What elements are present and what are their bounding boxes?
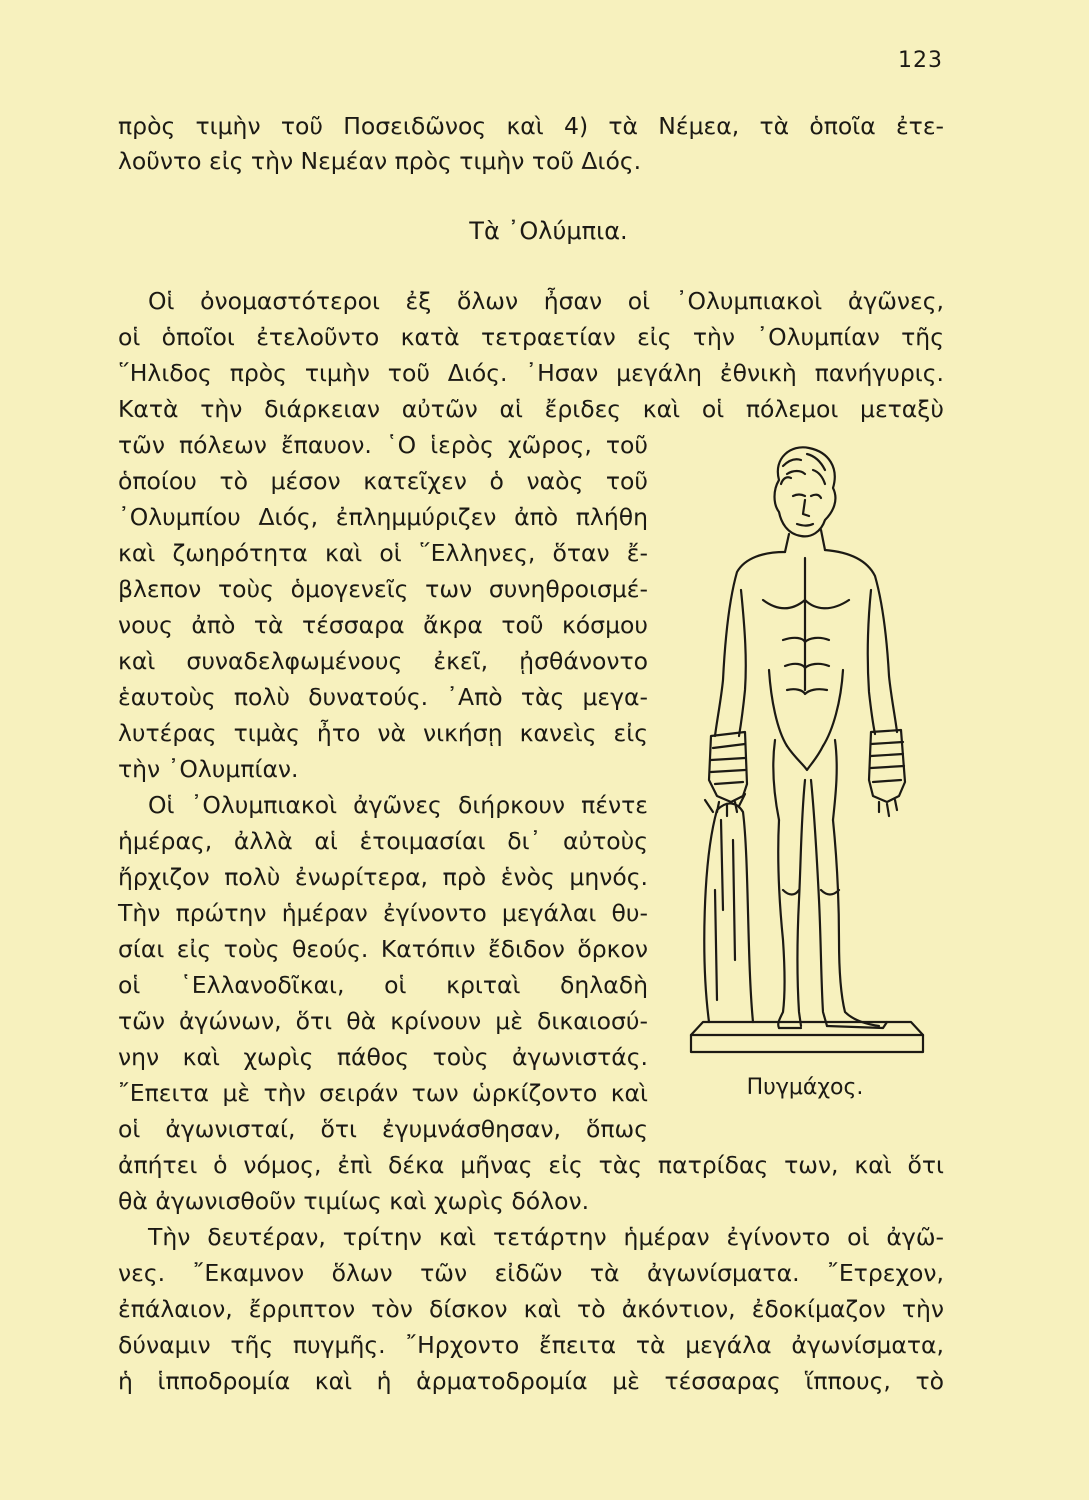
text-line: νες. ῎Εκαμνον ὅλων τῶν εἰδῶν τὰ ἀγωνίσματα. ῎Ετρεχον, bbox=[118, 1259, 944, 1287]
text-line: ἤρχιζον πολὺ ἐνωρίτερα, πρὸ ἑνὸς μηνός. bbox=[118, 863, 648, 891]
text-line: βλεπον τοὺς ὁμογενεῖς των συνηθροισμέ- bbox=[118, 575, 648, 603]
text-line: Οἱ ὀνομαστότεροι ἐξ ὅλων ἦσαν οἱ ᾿Ολυμπιακοὶ ἀγῶνες, bbox=[148, 287, 944, 315]
figure-caption: Πυγμάχος. bbox=[746, 1075, 864, 1100]
text-line: πρὸς τιμὴν τοῦ Ποσειδῶνος καὶ 4) τὰ Νέμεα, τὰ ὁποῖα ἐτε- bbox=[118, 112, 944, 140]
text-line: νην καὶ χωρὶς πάθος τοὺς ἀγωνιστάς. bbox=[118, 1043, 648, 1071]
text-line: ᾿Ολυμπίου Διός, ἐπλημμύριζεν ἀπὸ πλήθη bbox=[118, 503, 648, 531]
text-line: ἡ ἱπποδρομία καὶ ἡ ἁρματοδρομία μὲ τέσσαρας ἵππους, τὸ bbox=[118, 1367, 944, 1395]
text-line: οἱ ἀγωνισταί, ὅτι ἐγυμνάσθησαν, ὅπως bbox=[118, 1115, 648, 1143]
section-heading: Τὰ ᾿Ολύμπια. bbox=[469, 217, 628, 245]
text-line: ἀπήτει ὁ νόμος, ἐπὶ δέκα μῆνας εἰς τὰς πατρίδας των, καὶ ὅτι bbox=[118, 1151, 944, 1179]
text-line: καὶ ζωηρότητα καὶ οἱ ῞Ελληνες, ὅταν ἔ- bbox=[118, 539, 648, 567]
text-line: λοῦντο εἰς τὴν Νεμέαν πρὸς τιμὴν τοῦ Διός. bbox=[118, 147, 642, 175]
text-line: οἱ ῾Ελλανοδῖκαι, οἱ κριταὶ δηλαδὴ bbox=[118, 971, 648, 999]
text-line: τὴν ᾿Ολυμπίαν. bbox=[118, 755, 299, 783]
text-line: θὰ ἀγωνισθοῦν τιμίως καὶ χωρὶς δόλον. bbox=[118, 1187, 590, 1215]
boxer-statue-illustration bbox=[683, 440, 933, 1060]
text-line: καὶ συναδελφωμένους ἐκεῖ, ᾐσθάνοντο bbox=[118, 647, 648, 675]
text-line: Κατὰ τὴν διάρκειαν αὐτῶν αἱ ἔριδες καὶ οἱ πόλεμοι μεταξὺ bbox=[118, 395, 944, 423]
text-line: δύναμιν τῆς πυγμῆς. ῎Ηρχοντο ἔπειτα τὰ μεγάλα ἀγωνίσματα, bbox=[118, 1331, 944, 1359]
text-line: Οἱ ᾿Ολυμπιακοὶ ἀγῶνες διήρκουν πέντε bbox=[148, 791, 648, 819]
text-line: Τὴν δευτέραν, τρίτην καὶ τετάρτην ἡμέραν ἐγίνοντο οἱ ἀγῶ- bbox=[148, 1223, 944, 1251]
text-line: ἑαυτοὺς πολὺ δυνατούς. ᾿Απὸ τὰς μεγα- bbox=[118, 683, 648, 711]
page-number: 123 bbox=[898, 48, 943, 73]
text-line: ῞Ηλιδος πρὸς τιμὴν τοῦ Διός. ᾿Ησαν μεγάλη ἐθνικὴ πανήγυρις. bbox=[118, 359, 944, 387]
text-line: οἱ ὁποῖοι ἐτελοῦντο κατὰ τετραετίαν εἰς τὴν ᾿Ολυμπίαν τῆς bbox=[118, 323, 944, 351]
text-line: λυτέρας τιμὰς ἦτο νὰ νικήσῃ κανεὶς εἰς bbox=[118, 719, 648, 747]
text-line: νους ἀπὸ τὰ τέσσαρα ἄκρα τοῦ κόσμου bbox=[118, 611, 648, 639]
text-line: Τὴν πρώτην ἡμέραν ἐγίνοντο μεγάλαι θυ- bbox=[118, 899, 648, 927]
text-line: ὁποίου τὸ μέσον κατεῖχεν ὁ ναὸς τοῦ bbox=[118, 467, 648, 495]
text-line: ἡμέρας, ἀλλὰ αἱ ἑτοιμασίαι δι᾿ αὐτοὺς bbox=[118, 827, 648, 855]
text-line: τῶν πόλεων ἔπαυον. ῾Ο ἱερὸς χῶρος, τοῦ bbox=[118, 431, 648, 459]
text-line: τῶν ἀγώνων, ὅτι θὰ κρίνουν μὲ δικαιοσύ- bbox=[118, 1007, 648, 1035]
text-line: ἐπάλαιον, ἔρριπτον τὸν δίσκον καὶ τὸ ἀκόντιον, ἐδοκίμαζον τὴν bbox=[118, 1295, 944, 1323]
text-line: σίαι εἰς τοὺς θεούς. Κατόπιν ἔδιδον ὅρκον bbox=[118, 935, 648, 963]
text-line: ῎Επειτα μὲ τὴν σειράν των ὡρκίζοντο καὶ bbox=[118, 1079, 648, 1107]
